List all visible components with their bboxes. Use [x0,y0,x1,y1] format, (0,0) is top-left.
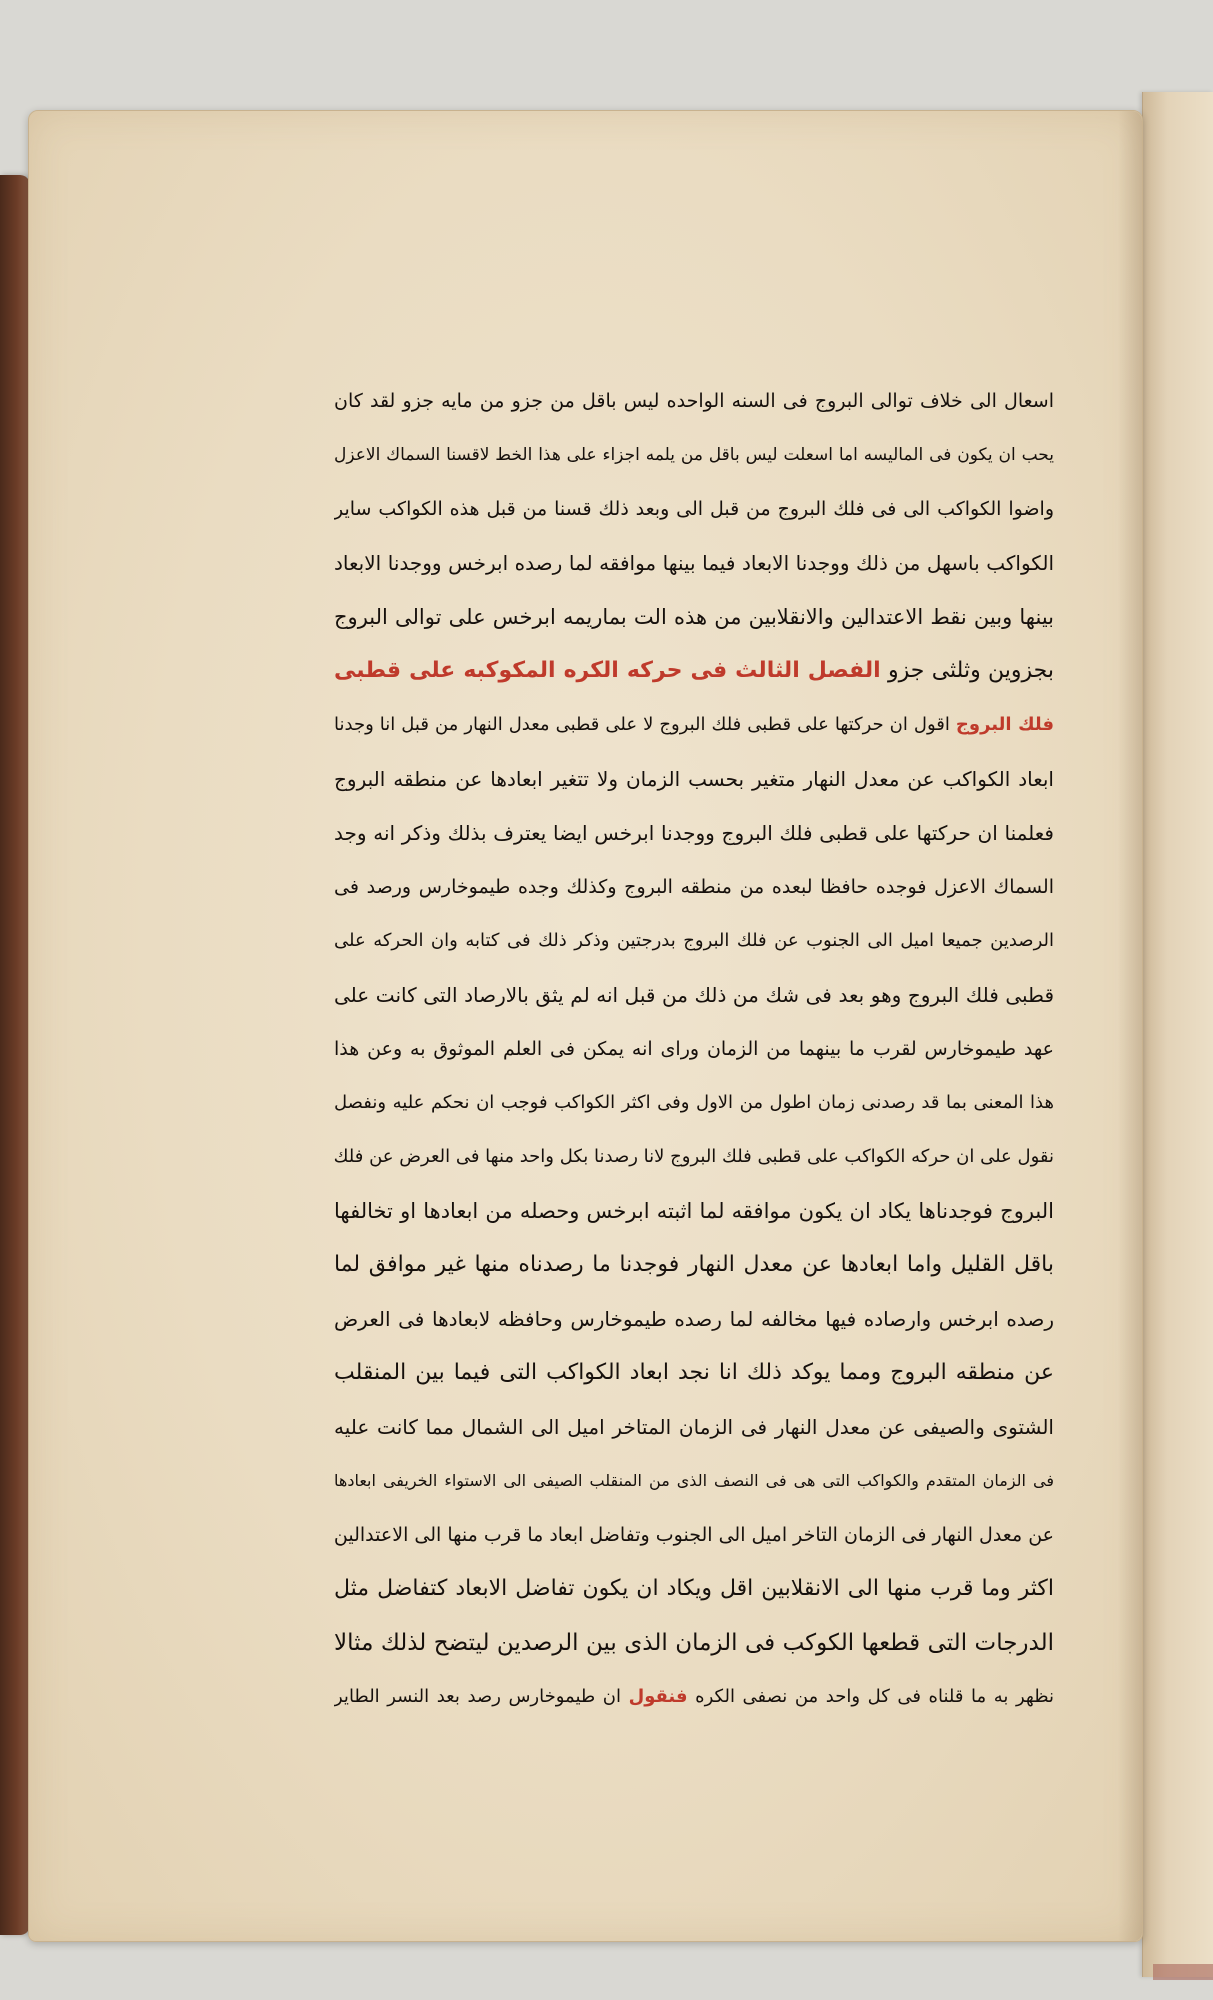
manuscript-page [28,110,1143,1942]
text-line: الرصدين جميعا اميل الى الجنوب عن فلك البروج بدرجتين وذكر ذلك فى كتابه وان الحركه على [334,930,1054,951]
gutter-shadow [1118,111,1142,1941]
text-line: البروج فوجدناها يكاد ان يكون موافقه لما اثبته ابرخس وحصله من ابعادها او تخالفها [334,1199,1054,1223]
text-line: فى الزمان المتقدم والكواكب التى هى فى النصف الذى من المنقلب الصيفى الى الاستواء الخريفى ابعادها [334,1471,1054,1490]
chapter-heading: الفصل الثالث فى حركه الكره المكوكبه على قطبى [334,658,881,683]
text-line: عن معدل النهار فى الزمان التاخر اميل الى الجنوب وتفاضل ابعاد ما قرب منها الى الاعتدالين [334,1524,1054,1546]
binding-edge [0,175,30,1935]
text-line: هذا المعنى بما قد رصدنى زمان اطول من الاول وفى اكثر الكواكب فوجب ان نحكم عليه ونفصل [334,1092,1054,1113]
text-line: بينها وبين نقط الاعتدالين والانقلابين من هذه الت بماريمه ابرخس على توالى البروج [334,605,1054,629]
text-line: الشتوى والصيفى عن معدل النهار فى الزمان المتاخر اميل الى الشمال مما كانت عليه [334,1415,1054,1439]
next-page-corner [1153,1964,1213,1980]
text-segment: بجزوين وثلثى جزو [880,658,1054,683]
text-line: اكثر وما قرب منها الى الانقلابين اقل ويكاد ان يكون تفاضل الابعاد كتفاضل مثل [334,1576,1054,1601]
text-line [334,1672,1054,1722]
chapter-heading-continued: فلك البروج [955,714,1054,735]
text-block [334,376,1054,1781]
chapter-heading-line [334,646,1054,696]
rubric-word: فنقول [628,1686,688,1707]
text-segment: نظهر به ما قلناه فى كل واحد من نصفى الكره [687,1686,1054,1707]
text-segment: اقول ان حركتها على قطبى فلك البروج لا على قطبى معدل النهار من قبل انا وجدنا [334,714,956,735]
text-line: ابعاد الكواكب عن معدل النهار متغير بحسب الزمان ولا تتغير ابعادها عن منطقه البروج [334,767,1054,791]
text-line: السماك الاعزل فوجده حافظا لبعده من منطقه البروج وكذلك وجده طيموخارس ورصد فى [334,876,1054,898]
text-line: قطبى فلك البروج وهو بعد فى شك من ذلك من قبل انه لم يثق بالارصاد التى كانت على [334,983,1054,1007]
text-line: باقل القليل واما ابعادها عن معدل النهار فوجدنا ما رصدناه منها غير موافق لما [334,1252,1054,1277]
text-line [334,700,1054,750]
text-line: فعلمنا ان حركتها على قطبى فلك البروج ووجدنا ابرخس ايضا يعترف بذلك وذكر انه وجد [334,821,1054,845]
text-line: واضوا الكواكب الى فى فلك البروج من قبل الى وبعد ذلك قسنا من قبل هذه الكواكب ساير [334,498,1054,520]
text-line: يحب ان يكون فى الماليسه اما اسعلت ليس باقل من يلمه اجزاء على هذا الخط لاقسنا السماك الاعزل [334,445,1054,465]
text-line: رصده ابرخس وارصاده فيها مخالفه لما رصده طيموخارس وحافظه لابعادها فى العرض [334,1307,1054,1331]
text-line: الدرجات التى قطعها الكوكب فى الزمان الذى بين الرصدين ليتضح لذلك مثالا [334,1630,1054,1656]
next-page-edge [1142,92,1213,1977]
text-line: اسعال الى خلاف توالى البروج فى السنه الواحده ليس باقل من جزو من مايه جزو لقد كان [334,390,1054,412]
text-line: عن منطقه البروج ومما يوكد ذلك انا نجد ابعاد الكواكب التى فيما بين المنقلب [334,1360,1054,1385]
text-line: الكواكب باسهل من ذلك ووجدنا الابعاد فيما بينها موافقه لما رصده ابرخس ووجدنا الابعاد [334,551,1054,575]
text-line: نقول على ان حركه الكواكب على قطبى فلك البروج لانا رصدنا بكل واحد منها فى العرض عن فلك [334,1146,1054,1167]
text-line: عهد طيموخارس لقرب ما بينهما من الزمان وراى انه يمكن فى العلم الموثوق به وعن هذا [334,1038,1054,1060]
text-segment: ان طيموخارس رصد بعد النسر الطاير [334,1686,629,1707]
